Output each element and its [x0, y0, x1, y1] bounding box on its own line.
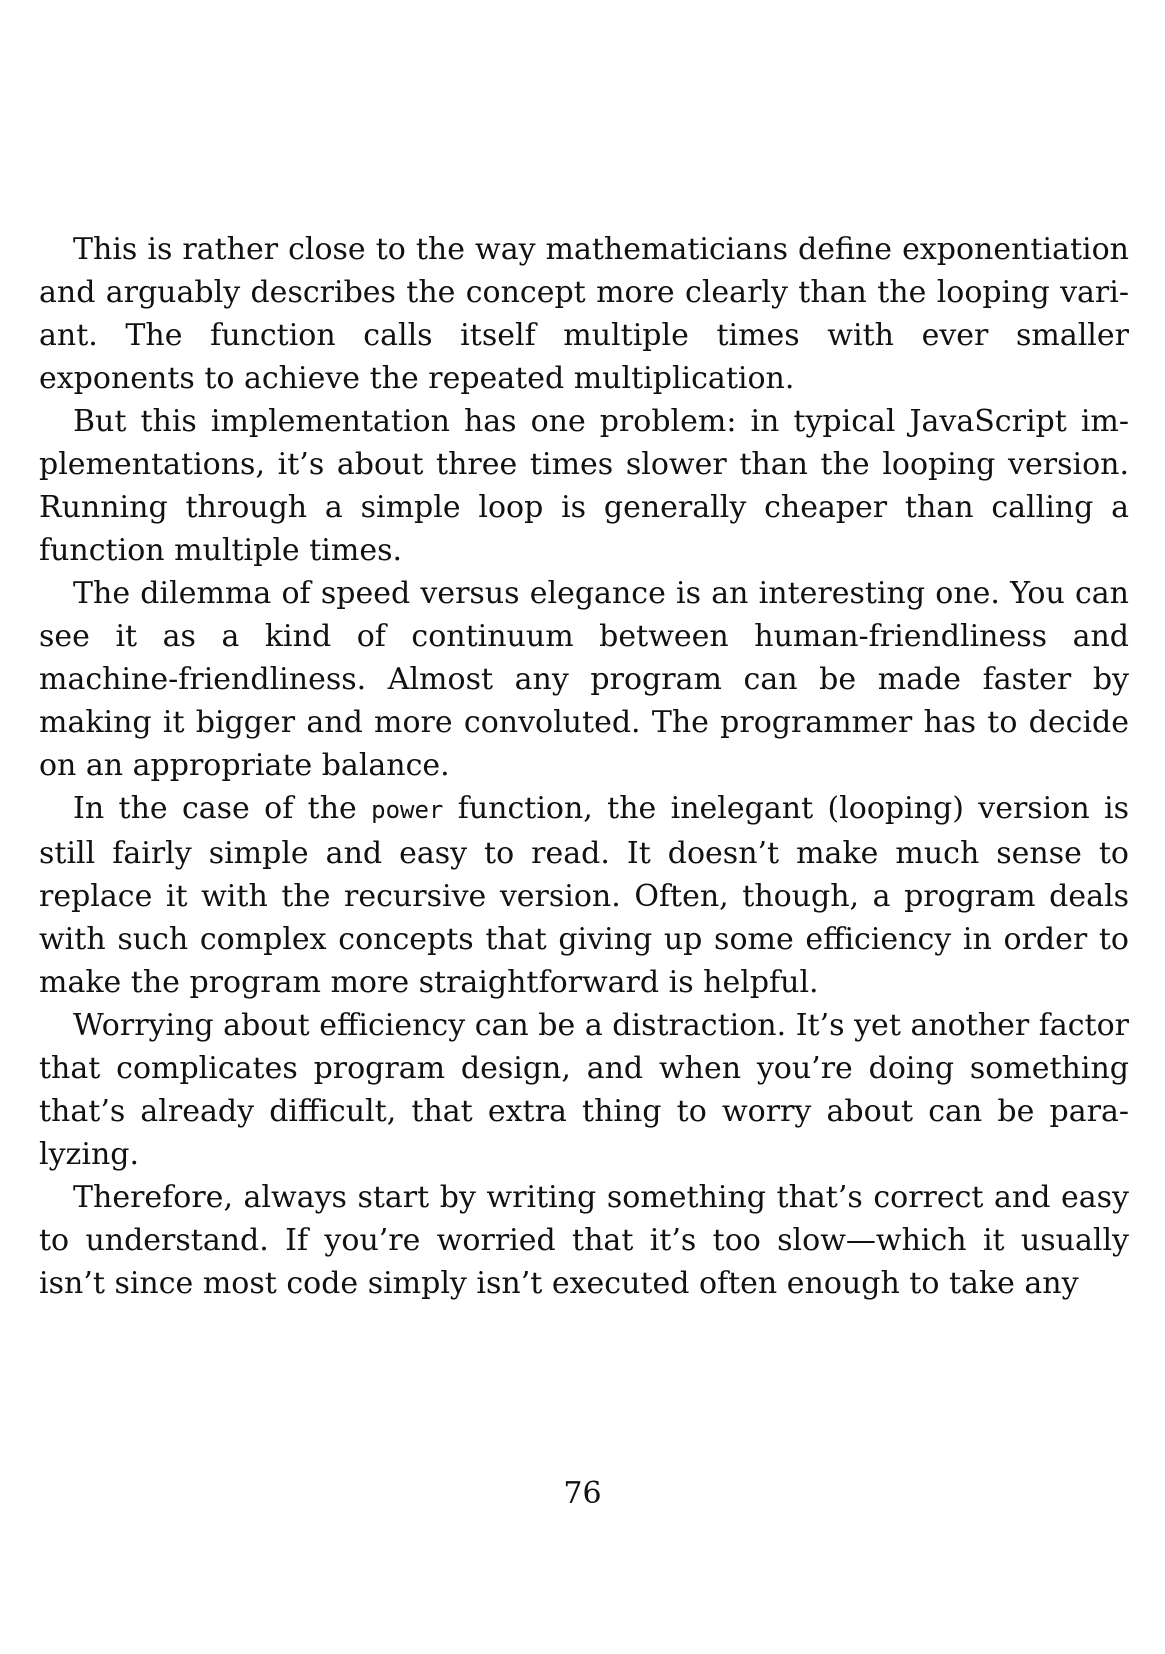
paragraph-efficiency-distraction: Worrying about efficiency can be a distraction. It’s yet another factor that complicates program design, and when you’re doing something that’s already difficult, that extra thing to worry about can be paralyzing. [39, 1008, 1129, 1172]
inline-code-power: power [371, 796, 444, 824]
page-body-text [39, 228, 1129, 1305]
paragraph-start-correct: Therefore, always start by writing something that’s correct and easy to understand. If you’re worried that it’s too slow—which it usually isn’t since most code simply isn’t executed often enough to take any [39, 1180, 1129, 1301]
paragraph-power-function [39, 787, 1129, 1004]
paragraph-power-text-after: function, the inelegant (looping) version is still fairly simple and easy to read. It doesn’t make much sense to replace it with the recursive version. Often, though, a program deals with such complex concepts that giving up some efficiency in order to make the program more straightforward is helpful. [39, 791, 1129, 1000]
page-number: 76 [563, 1476, 602, 1511]
paragraph-speed-vs-elegance: The dilemma of speed versus elegance is an interesting one. You can see it as a kind of continuum between human-friendliness and machine-friendliness. Almost any program can be made faster by making it bigger and more convoluted. The programmer has to decide on an appropriate balance. [39, 576, 1129, 783]
paragraph-power-text-before: In the case of the [73, 791, 372, 826]
paragraph-performance-problem: But this implementation has one problem: in typical JavaScript implementations, it’s about three times slower than the looping version. Running through a simple loop is generally cheaper than calling a function multiple times. [39, 404, 1129, 568]
paragraph-exponentiation: This is rather close to the way mathematicians define exponentiation and arguably describes the concept more clearly than the looping variant. The function calls itself multiple times with ever smaller exponents to achieve the repeated multiplication. [39, 232, 1129, 396]
